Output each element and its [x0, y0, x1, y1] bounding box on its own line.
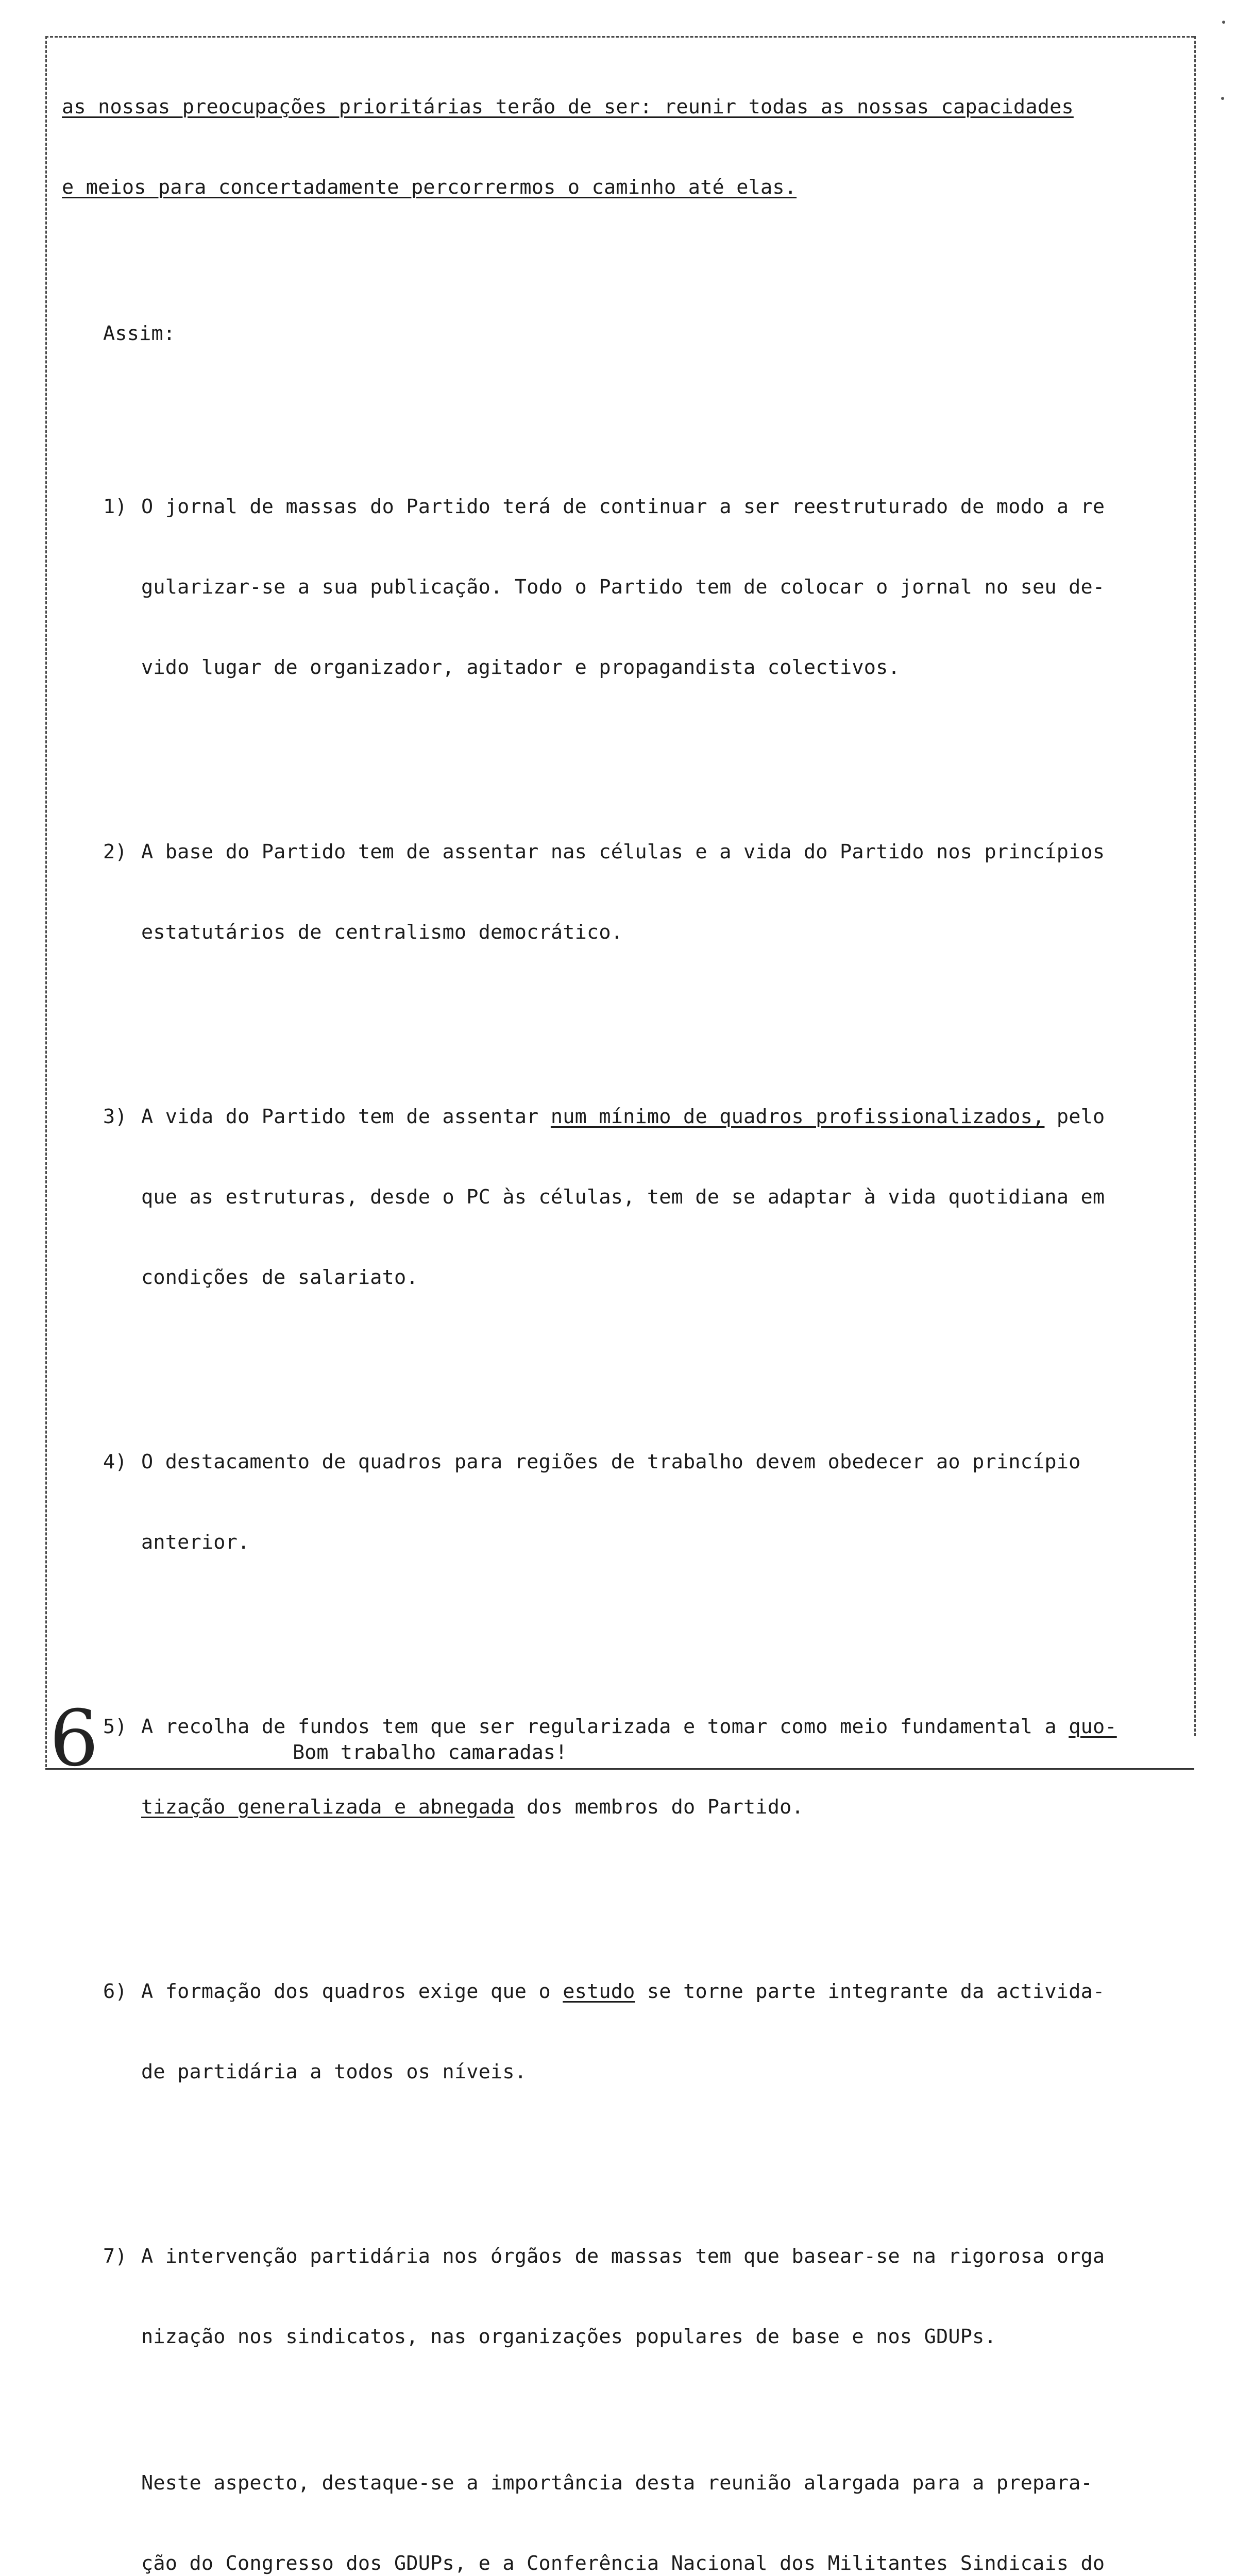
underlined-text: as nossas preocupações prioritárias terão de ser: reunir todas as nossas capacidades — [62, 95, 1074, 118]
underlined-text: estudo — [563, 1980, 635, 2003]
underlined-text: e meios para concertadamente percorrermos o caminho até elas. — [62, 176, 797, 199]
paper-speck — [1221, 97, 1224, 100]
page-number: 6 — [49, 1694, 99, 1784]
text-line — [62, 94, 1185, 121]
item-number: 6) — [103, 1980, 127, 2003]
page-frame-left — [45, 36, 47, 1767]
spacer — [62, 401, 1185, 413]
list-item-3 — [62, 1104, 1185, 1130]
list-item-1-cont: vido lugar de organizador, agitador e propagandista colectivos. — [141, 656, 900, 679]
section-label: Assim: — [103, 322, 176, 345]
item-text: A intervenção partidária nos órgãos de massas tem que basear-se na rigorosa orga — [141, 2245, 1105, 2268]
page-frame-right — [1194, 36, 1196, 1736]
text-line — [62, 174, 1185, 201]
item-number: 1) — [103, 495, 127, 518]
closing-line: Bom trabalho camaradas! — [293, 1741, 568, 1764]
list-item-5-cont — [62, 1794, 1185, 1821]
spacer — [62, 2404, 1185, 2416]
item-text: A base do Partido tem de assentar nas células e a vida do Partido nos princípios — [141, 840, 1105, 863]
item-text: A formação dos quadros exige que o — [141, 1980, 563, 2003]
item-number: 3) — [103, 1105, 127, 1128]
spacer — [62, 1609, 1185, 1633]
item-number: 5) — [103, 1715, 127, 1738]
list-item-6 — [62, 1978, 1185, 2005]
item-number: 4) — [103, 1450, 127, 1473]
item-text: A recolha de fundos tem que ser regularizada e tomar como meio fundamental a — [141, 1715, 1069, 1738]
list-item-5 — [62, 1714, 1185, 1740]
list-item-7 — [62, 2243, 1185, 2270]
spacer — [62, 255, 1185, 267]
list-item-4 — [62, 1449, 1185, 1476]
item-text: dos membros do Partido. — [514, 1795, 804, 1819]
document-body — [62, 40, 1185, 2576]
list-item-7-cont: nização nos sindicatos, nas organizações populares de base e nos GDUPs. — [141, 2325, 996, 2348]
list-item-1-cont: gularizar-se a sua publicação. Todo o Partido tem de colocar o jornal no seu de- — [141, 575, 1105, 599]
spacer — [62, 1345, 1185, 1368]
list-item-3-cont: condições de salariato. — [141, 1266, 418, 1289]
item-text: se torne parte integrante da activida- — [635, 1980, 1105, 2003]
list-item-4-cont: anterior. — [141, 1531, 250, 1554]
text-line — [62, 320, 1185, 347]
paper-speck — [1222, 21, 1225, 24]
list-item-3-cont: que as estruturas, desde o PC às células, tem de se adaptar à vida quotidiana em — [141, 1185, 1105, 1209]
spacer — [62, 735, 1185, 758]
list-item-2 — [62, 839, 1185, 866]
item-text: O jornal de massas do Partido terá de continuar a ser reestruturado de modo a re — [141, 495, 1105, 518]
item-number: 2) — [103, 840, 127, 863]
item-text: O destacamento de quadros para regiões de trabalho devem obedecer ao princípio — [141, 1450, 1081, 1473]
list-item-7-cont: ção do Congresso dos GDUPs, e a Conferência Nacional dos Militantes Sindicais do — [141, 2552, 1105, 2575]
page-frame-top — [45, 36, 1194, 38]
underlined-text: num mínimo de quadros profissionalizados, — [550, 1105, 1045, 1128]
list-item-6-cont: de partidária a todos os níveis. — [141, 2060, 527, 2083]
item-number: 7) — [103, 2245, 127, 2268]
spacer — [62, 2139, 1185, 2163]
spacer — [62, 1874, 1185, 1898]
list-item-1 — [62, 494, 1185, 520]
underlined-text: quo- — [1069, 1715, 1117, 1738]
spacer — [62, 999, 1185, 1023]
list-item-7-cont: Neste aspecto, destaque-se a importância desta reunião alargada para a prepara- — [141, 2471, 1093, 2495]
item-text: pelo — [1044, 1105, 1105, 1128]
item-text: A vida do Partido tem de assentar — [141, 1105, 551, 1128]
list-item-2-cont: estatutários de centralismo democrático. — [141, 921, 623, 944]
underlined-text: tização generalizada e abnegada — [141, 1795, 515, 1819]
